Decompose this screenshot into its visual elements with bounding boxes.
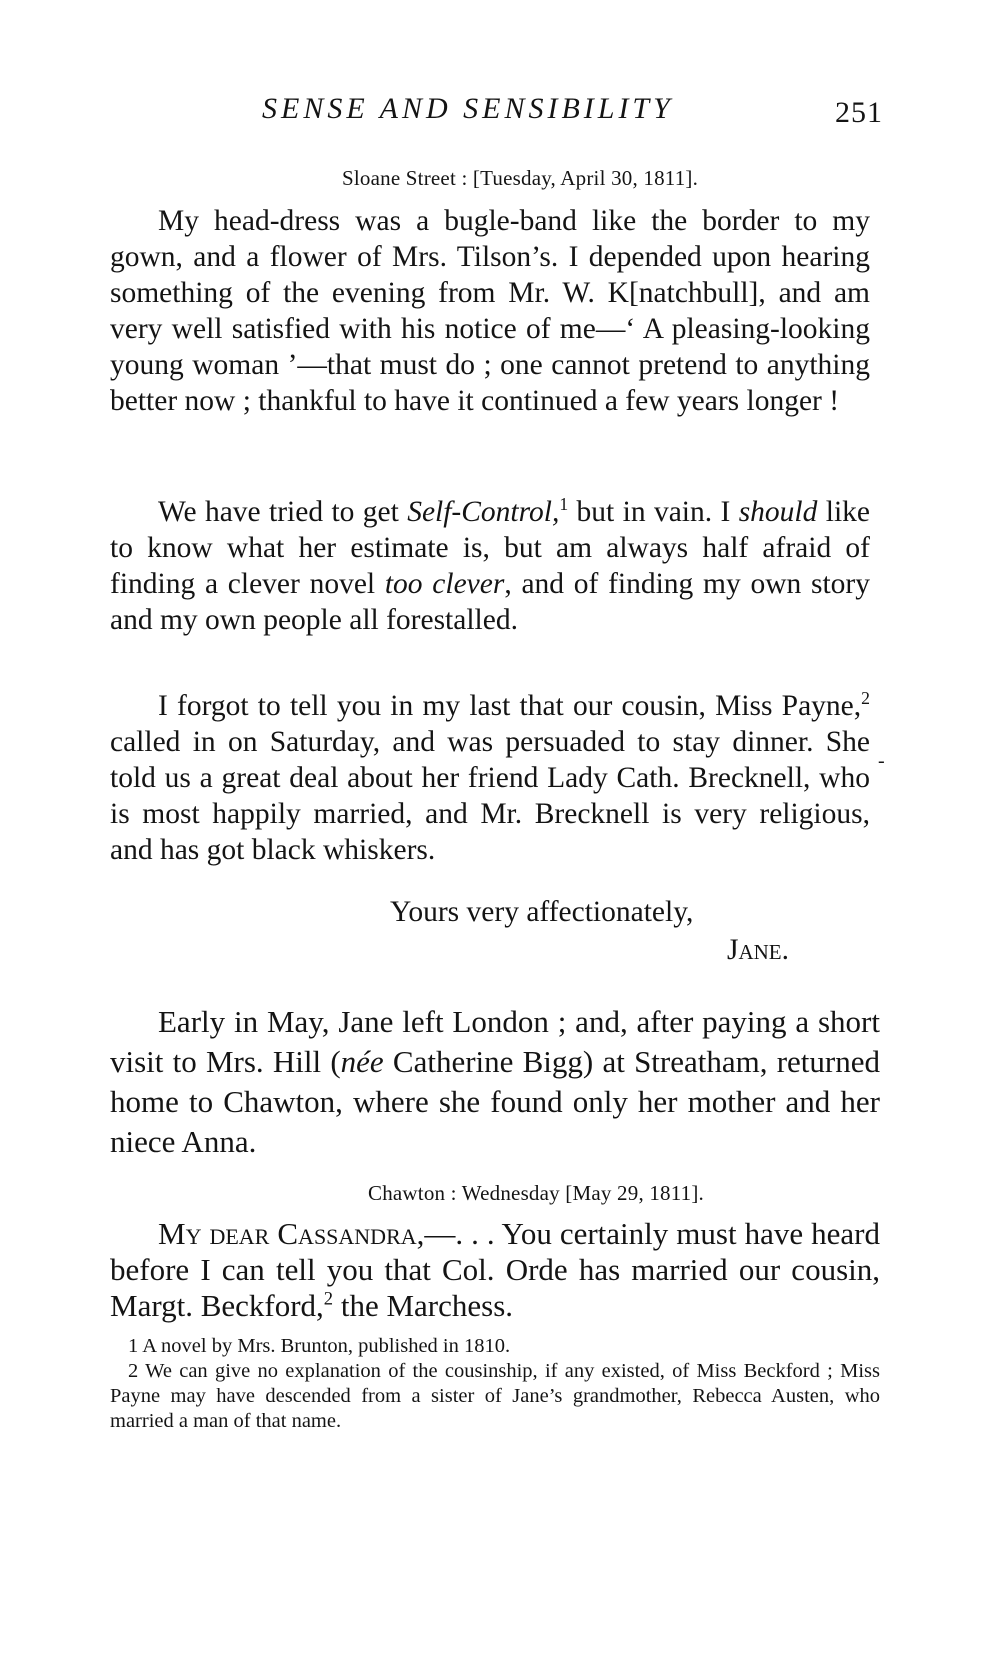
footnotes <box>110 1334 880 1434</box>
page-header <box>0 92 1000 142</box>
letter1-paragraph-3: I forgot to tell you in my last that our cousin, Miss Payne,$^2$ called in on Saturday, and was persuaded to stay dinner. She told us a great deal about her friend Lady Cath. Brecknell, who is most happily married, and Mr. Brecknell is very religious, and has got black whiskers. <box>110 688 870 866</box>
letter1-paragraph-2: We have tried to get Self-Control,$^1$ but in vain. I should like to know what her estimate is, but am always half afraid of finding a clever novel too clever, and of finding my own story and my own people all forestalled. <box>110 494 870 636</box>
letter2-salutation: My dear Cassandra, <box>158 1216 425 1251</box>
page-number: 251 <box>835 96 883 129</box>
letter1-body <box>110 203 870 419</box>
letter1-closing: Yours very affectionately, <box>390 896 694 928</box>
letter1-paragraph-1: My head-dress was a bugle-band like the border to my gown, and a flower of Mrs. Tilson’s. I depended upon hearing something of the evening from Mr. W. K[natchbull], and am very well satisfied with his notice of me—‘ A pleasing-looking young woman ’—that must do ; one cannot pretend to anything better now ; thankful to have it continued a few years longer ! <box>110 205 870 417</box>
letter2-dateline: Chawton : Wednesday [May 29, 1811]. <box>368 1181 705 1205</box>
narrative-paragraph: Early in May, Jane left London ; and, after paying a short visit to Mrs. Hill (née Catherine Bigg) at Streatham, returned home to Chawton, where she found only her mother and her niece Anna. <box>110 1004 880 1159</box>
footnote-2: 2 We can give no explanation of the cousinship, if any existed, of Miss Beckford ; Miss Payne may have descended from a sister of Jane’s grandmother, Rebecca Austen, who married a man of that name. <box>110 1360 880 1432</box>
letter1-dateline: Sloane Street : [Tuesday, April 30, 1811]. <box>342 166 699 190</box>
footnote-ref-2b: 2 <box>323 1288 334 1310</box>
margin-mark: - <box>878 750 885 772</box>
footnote-ref-1: 1 <box>559 494 569 515</box>
footnote-ref-2: 2 <box>861 688 870 709</box>
letter1-signature: Jane. <box>727 934 790 966</box>
letter2-opening: My dear Cassandra,—. . . You certainly must have heard before I can tell you that Col. Orde has married our cousin, Margt. Beckford,$^2$ the Marchess. <box>110 1216 880 1323</box>
running-title: SENSE AND SENSIBILITY <box>262 92 674 125</box>
footnote-1: 1 A novel by Mrs. Brunton, published in 1810. <box>128 1335 511 1357</box>
